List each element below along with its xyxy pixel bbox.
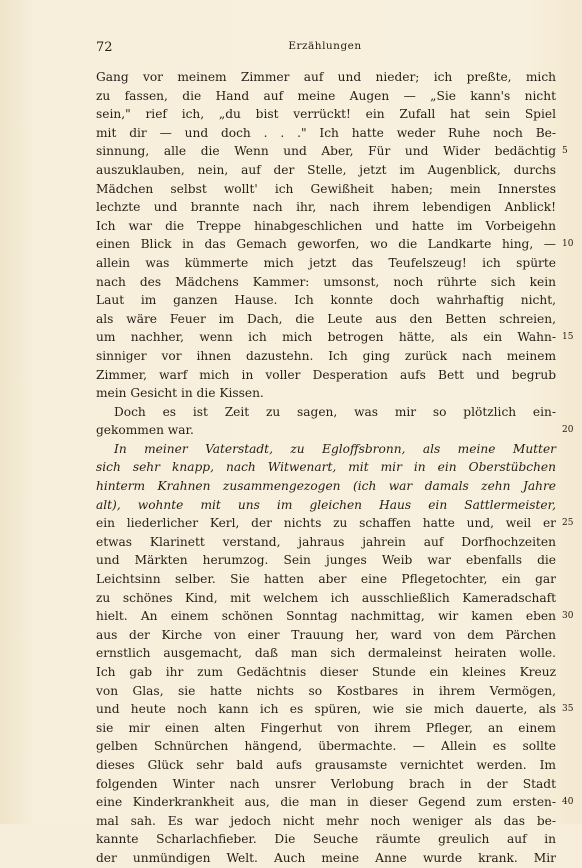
text-line-content: nach des Mädchens Kammer: umsonst, noch rührte sich kein — [96, 274, 556, 289]
text-line-content: und Märkten herumzog. Sein junges Weib war ebenfalls die — [96, 553, 556, 568]
text-line-content: Ich war die Treppe hinabgeschlichen und hatte im Vorbeigehn — [96, 218, 556, 233]
text-line — [96, 607, 574, 626]
text-line — [96, 310, 556, 329]
text-line — [96, 421, 574, 440]
text-line — [96, 570, 556, 589]
text-line — [96, 737, 556, 756]
text-line — [96, 589, 556, 608]
text-line — [96, 328, 574, 347]
text-line-content: lechzte und brannte nach ihr, nach ihrem lebendigen Anblick! — [96, 200, 556, 215]
text-line-content: Ich gab ihr zum Gedächtnis dieser Stunde ein kleines Kreuz — [96, 665, 556, 679]
text-line — [96, 719, 556, 738]
text-line-content: als wäre Feuer im Dach, die Leute aus den Betten schreien, — [96, 311, 556, 326]
text-line — [96, 551, 556, 570]
text-line — [96, 347, 556, 366]
text-line-content: Doch es ist Zeit zu sagen, was mir so plötzlich ein- — [114, 404, 556, 419]
text-line-content: Mädchen selbst wollt' ich Gewißheit haben; mein Innerstes — [96, 181, 556, 196]
text-line — [96, 477, 556, 496]
text-line-content: einen Blick in das Gemach geworfen, wo die Landkarte hing, — — [96, 237, 556, 252]
text-line — [96, 161, 556, 180]
text-line — [96, 849, 556, 868]
text-line — [96, 514, 574, 533]
line-number: 30 — [562, 611, 574, 622]
text-line — [96, 403, 556, 422]
text-line-content: aus der Kirche von einer Trauung her, ward von dem Pärchen — [96, 627, 556, 642]
text-line — [96, 533, 556, 552]
text-line-content: sich sehr knapp, nach Witwenart, mit mir in ein Oberstübchen — [96, 460, 556, 475]
text-line-content: folgenden Winter nach unsrer Verlobung brach in der Stadt — [96, 776, 556, 791]
text-line-content: sinnung, alle die Wenn und Aber, Für und Wider bedächtig — [96, 144, 556, 159]
text-line — [96, 68, 556, 87]
text-line-content: sein," rief ich, „du bist verrückt! ein Zufall hat sein Spiel — [96, 107, 556, 122]
text-line-content: sinniger vor ihnen dazustehn. Ich ging zurück nach meinem — [96, 348, 556, 363]
text-line — [96, 87, 556, 106]
text-line — [96, 793, 574, 812]
text-line-content: sie mir einen alten Fingerhut von ihrem Pfleger, an einem — [96, 720, 556, 735]
text-line — [96, 700, 574, 719]
text-line-content: von Glas, sie hatte nichts so Kostbares in ihrem Vermögen, — [96, 683, 556, 698]
text-line-content: Leichtsinn selber. Sie hatten aber eine Pflegetochter, ein gar — [96, 572, 556, 587]
text-line — [96, 458, 556, 477]
text-line-content: Gang vor meinem Zimmer auf und nieder; ich preßte, mich — [96, 70, 556, 84]
text-line — [96, 830, 556, 849]
text-line-content: In meiner Vaterstadt, zu Egloffsbronn, als meine Mutter — [114, 441, 556, 456]
text-line-content: gelben Schnürchen hängend, übermachte. — Allein es sollte — [96, 739, 556, 754]
text-line — [96, 384, 556, 403]
text-line-content: allein was kümmerte mich jetzt das Teufelszeug! ich spürte — [96, 255, 556, 270]
line-number: 15 — [562, 332, 574, 343]
text-line-content: hielt. An einem schönen Sonntag nachmittag, wir kamen eben — [96, 609, 556, 624]
page-header — [96, 40, 554, 58]
text-line-content: um nachher, wenn ich mich betrogen hätte, als ein Wahn- — [96, 330, 556, 345]
text-line-content: etwas Klarinett verstand, jahraus jahrein auf Dorfhochzeiten — [96, 534, 556, 549]
text-line — [96, 217, 556, 236]
text-line — [96, 105, 556, 124]
text-line — [96, 626, 556, 645]
page-number: 72 — [96, 40, 113, 55]
text-line-content: eine Kinderkrankheit aus, die man in dieser Gegend zum ersten- — [96, 795, 556, 810]
line-number: 10 — [562, 239, 574, 250]
line-number: 20 — [562, 425, 574, 436]
text-line — [96, 644, 556, 663]
text-line — [96, 440, 556, 459]
text-line — [96, 812, 556, 831]
text-line — [96, 756, 556, 775]
text-line-content: dieses Glück sehr bald aufs grausamste vernichtet werden. Im — [96, 757, 556, 772]
text-line — [96, 198, 556, 217]
text-line — [96, 180, 556, 199]
text-line — [96, 291, 556, 310]
text-line — [96, 496, 556, 515]
text-line — [96, 254, 556, 273]
line-number: 5 — [562, 146, 568, 157]
text-line-content: hinterm Krahnen zusammengezogen (ich war damals zehn Jahre — [96, 479, 556, 494]
text-line-content: zu fassen, die Hand auf meine Augen — „Sie kann's nicht — [96, 88, 556, 103]
text-line — [96, 663, 556, 682]
text-line-content: zu schönes Kind, mit welchem ich ausschließlich Kameradschaft — [96, 590, 556, 605]
text-line — [96, 235, 574, 254]
text-line — [96, 124, 556, 143]
text-line-content: kannte Scharlachfieber. Die Seuche räumte greulich auf in — [96, 832, 556, 847]
text-line — [96, 273, 556, 292]
text-line-content: und heute noch kann ich es spüren, wie sie mich dauerte, als — [96, 702, 556, 717]
text-line-content: der unmündigen Welt. Auch meine Anne wurde krank. Mir — [96, 850, 556, 865]
text-line-content: ernstlich ausgemacht, daß man sich dermaleinst heiraten wolle. — [96, 646, 556, 661]
text-line-content: Laut im ganzen Hause. Ich konnte doch wahrhaftig nicht, — [96, 293, 556, 308]
text-line — [96, 366, 556, 385]
text-line — [96, 682, 556, 701]
text-line-content: ein liederlicher Kerl, der nichts zu schaffen hatte und, weil er — [96, 516, 556, 531]
running-head: Erzählungen — [288, 40, 362, 52]
text-line-content: auszuklauben, nein, auf der Stelle, jetzt im Augenblick, durchs — [96, 162, 556, 177]
text-line-content: alt), wohnte mit uns im gleichen Haus ein Sattlermeister, — [96, 497, 556, 512]
line-number: 40 — [562, 797, 574, 808]
text-line — [96, 142, 568, 161]
text-line-content: mein Gesicht in die Kissen. — [96, 386, 264, 401]
text-line-content: mal sah. Es war jedoch nicht mehr noch weniger als das be- — [96, 813, 556, 828]
text-line-content: mit dir — und doch . . ." Ich hatte weder Ruhe noch Be- — [96, 125, 556, 140]
line-number: 35 — [562, 704, 574, 715]
text-line-content: Zimmer, warf mich in voller Desperation aufs Bett und begrub — [96, 367, 556, 382]
line-number: 25 — [562, 518, 574, 529]
body-text — [96, 68, 574, 868]
text-line-content: gekommen war. — [96, 423, 194, 438]
text-line — [96, 775, 556, 794]
